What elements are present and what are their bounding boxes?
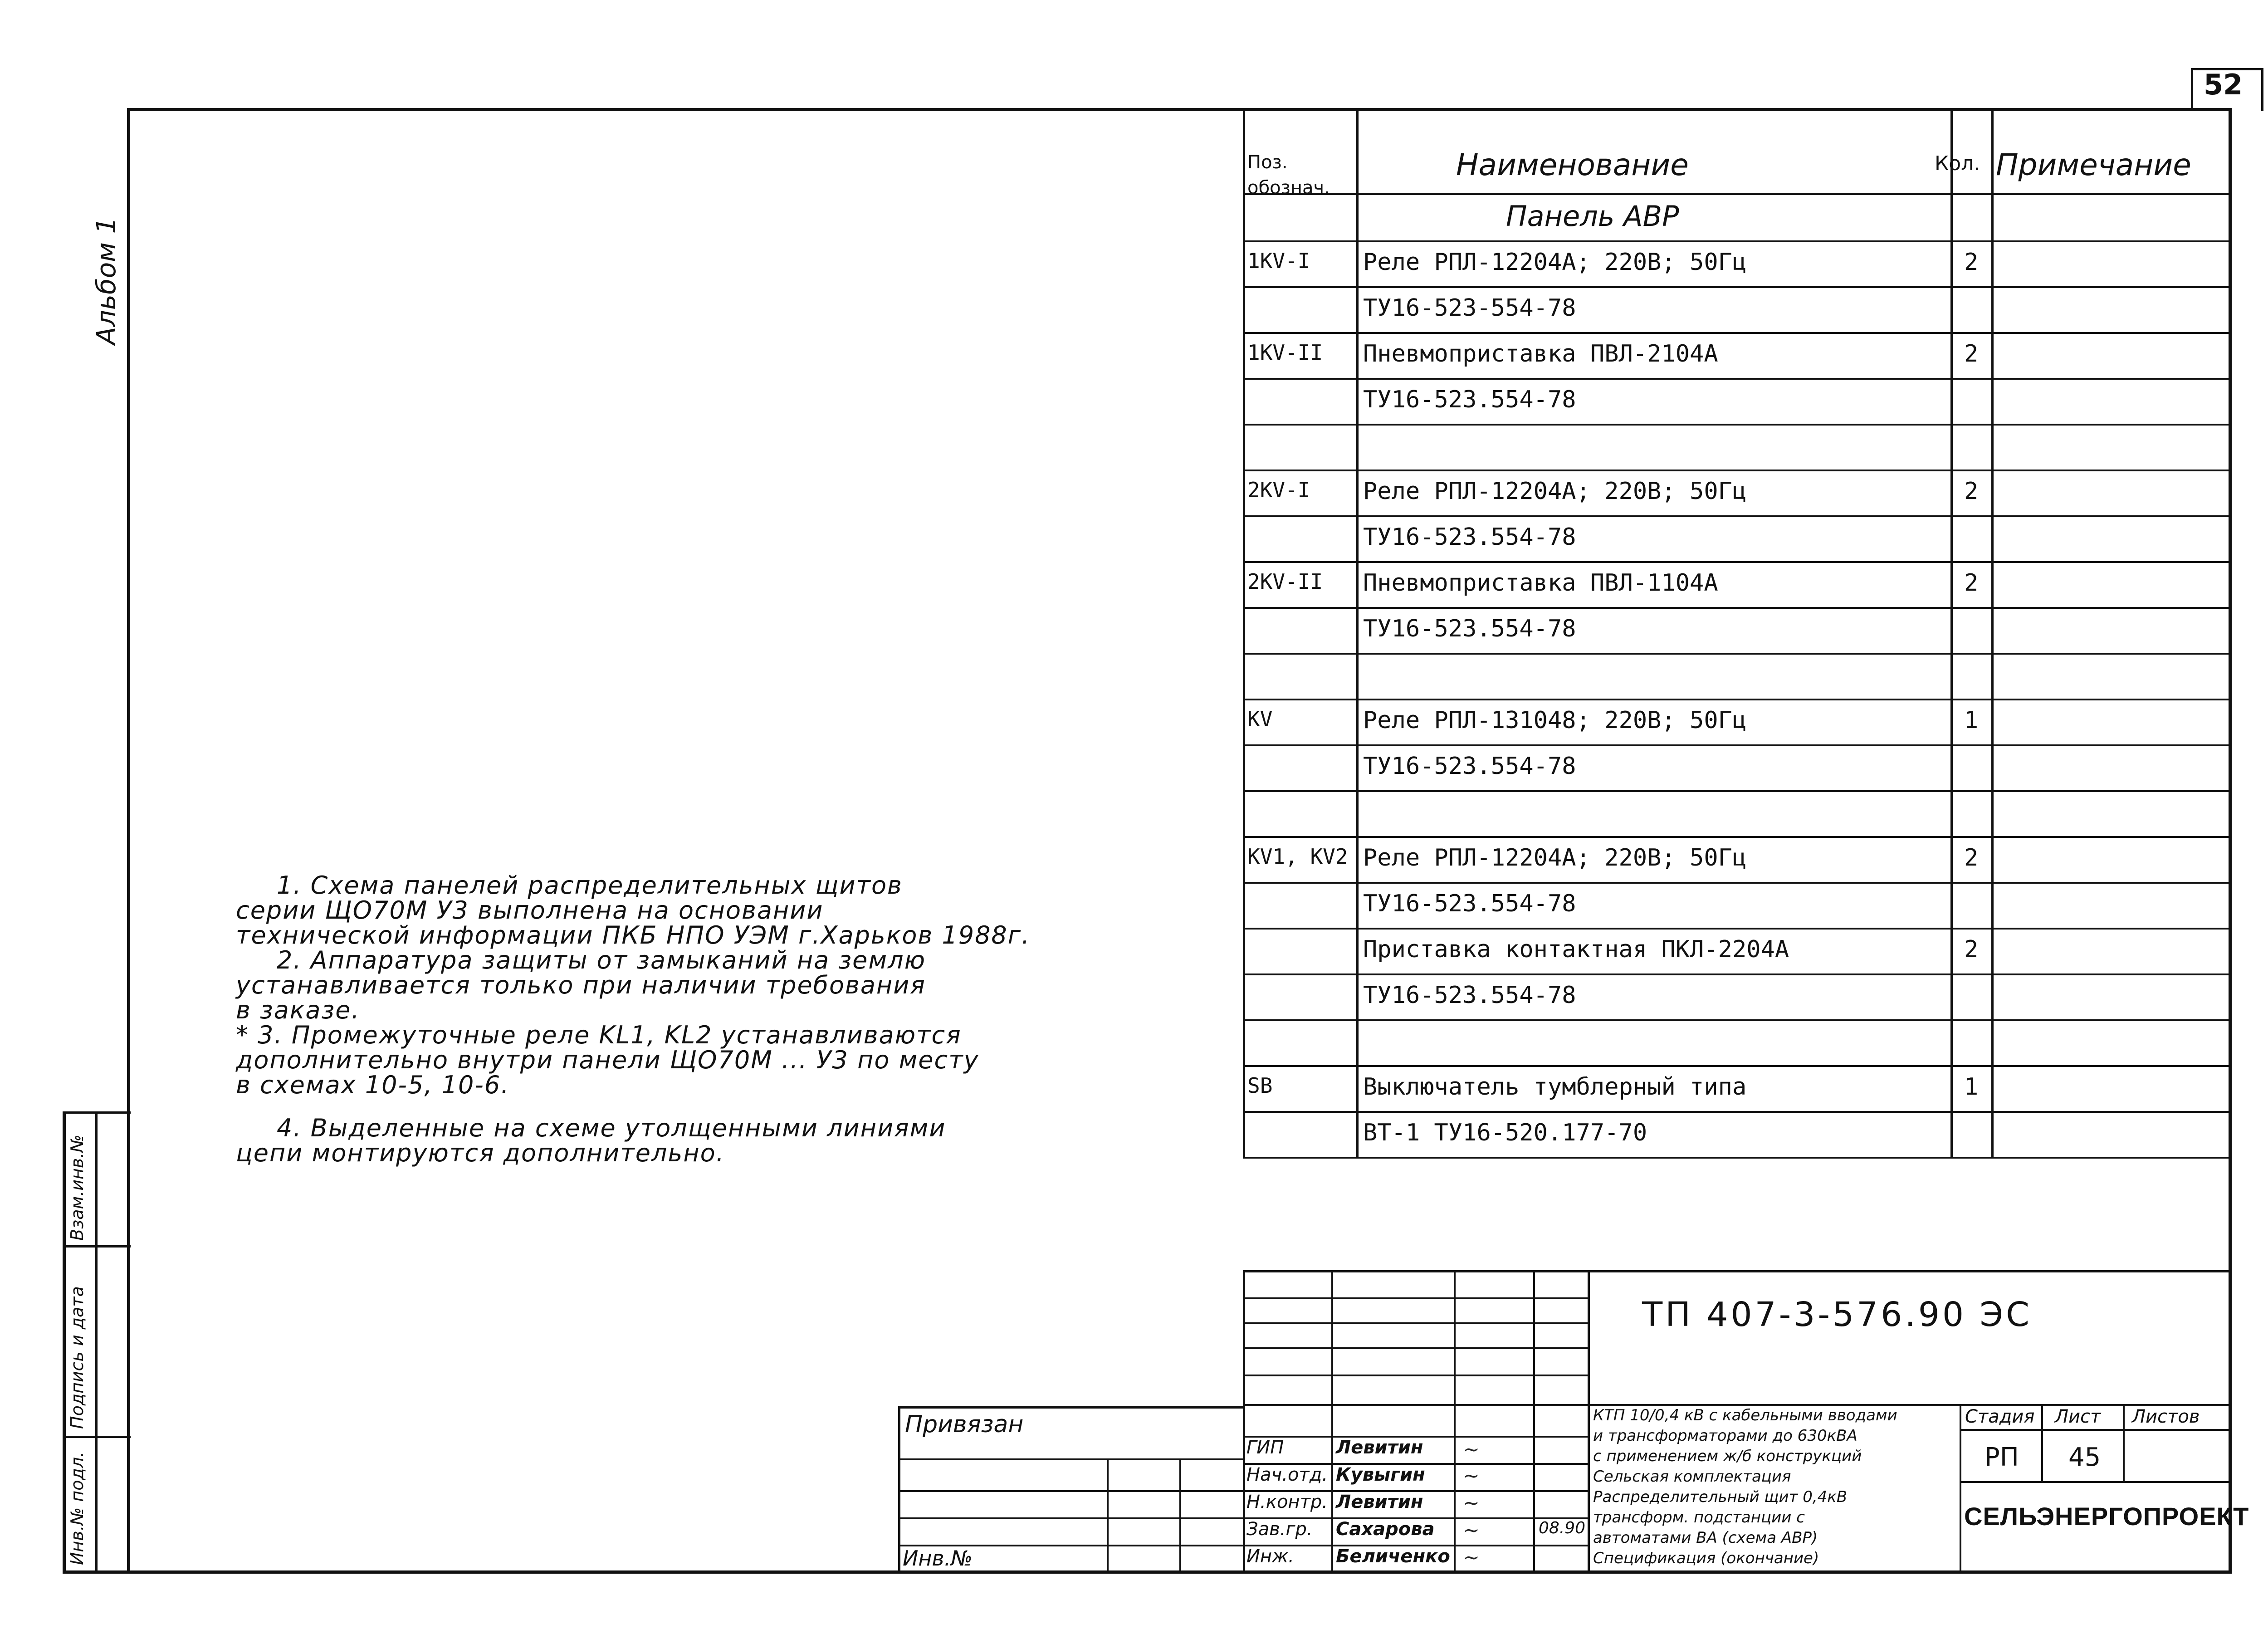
stage-label: Стадия	[1965, 1406, 2035, 1427]
table-vline	[1356, 108, 1359, 1157]
table-hline	[1243, 286, 2229, 288]
role-name: Беличенко	[1336, 1546, 1450, 1567]
table-hline	[1243, 974, 2229, 975]
table-hline	[1243, 607, 2229, 609]
description-line: и трансформаторами до 630кВА	[1593, 1427, 1857, 1445]
note-line: технической информации ПКБ НПО УЭМ г.Харьков 1988г.	[236, 921, 1031, 949]
note-line: цепи монтируются дополнительно.	[236, 1139, 725, 1167]
sheet-label: Лист	[2055, 1406, 2101, 1427]
section-title: Панель АВР	[1506, 200, 1679, 233]
doc-code: ТП 407-3-576.90 ЭС	[1642, 1295, 2032, 1334]
table-cell-name: Выключатель тумблерный типа	[1363, 1073, 1747, 1101]
note-line: 4. Выделенные на схеме утолщенными линиями	[277, 1114, 946, 1142]
table-hline	[1243, 470, 2229, 471]
note-line: серии ЩО70М У3 выполнена на основании	[236, 896, 824, 925]
header-position: Поз. обознач.	[1247, 152, 1330, 198]
description-line: Распределительный щит 0,4кВ	[1593, 1488, 1848, 1506]
table-hline	[1243, 836, 2229, 838]
note-line: 1. Схема панелей распределительных щитов	[277, 871, 903, 900]
frame-top	[127, 108, 2232, 111]
table-hline	[1243, 424, 2229, 426]
table-hline	[1243, 561, 2229, 563]
table-cell-position: 2KV-II	[1247, 569, 1323, 594]
table-hline	[1243, 1111, 2229, 1113]
note-line: * 3. Промежуточные реле KL1, KL2 устанавливаются	[236, 1021, 962, 1049]
table-cell-name: Пневмоприставка ПВЛ-1104А	[1363, 569, 1718, 597]
table-cell-name: Приставка контактная ПКЛ-2204А	[1363, 936, 1789, 963]
table-cell-name: ТУ16-523.554-78	[1363, 982, 1576, 1009]
table-hline	[1243, 1157, 2229, 1159]
role-name: Сахарова	[1336, 1519, 1435, 1540]
privyazan-inv-label: Инв.№	[903, 1546, 973, 1570]
table-hline	[1243, 515, 2229, 517]
role-label: ГИП	[1246, 1437, 1284, 1458]
note-line: 2. Аппаратура защиты от замыканий на землю	[277, 946, 926, 974]
table-cell-qty: 2	[1964, 478, 1979, 505]
table-vline	[1991, 108, 1994, 1157]
table-hline	[1243, 653, 2229, 655]
description-line: Сельская комплектация	[1593, 1468, 1791, 1486]
table-hline	[1243, 882, 2229, 884]
margin-inv-orig: Инв.№ подл.	[67, 1451, 87, 1565]
table-hline	[1243, 928, 2229, 930]
note-line: в схемах 10-5, 10-6.	[236, 1071, 510, 1099]
note-line: в заказе.	[236, 996, 360, 1024]
table-vline	[1950, 108, 1953, 1157]
table-cell-name: Реле РПЛ-12204А; 220В; 50Гц	[1363, 478, 1747, 505]
signature-2: ~	[1463, 1464, 1480, 1487]
table-cell-name: ВТ-1 ТУ16-520.177-70	[1363, 1119, 1647, 1146]
table-cell-name: ТУ16-523.554-78	[1363, 753, 1576, 780]
note-line: дополнительно внутри панели ЩО70М ... У3 по месту	[236, 1046, 979, 1074]
table-hline	[1243, 744, 2229, 746]
signature-1: ~	[1463, 1438, 1480, 1461]
table-cell-name: ТУ16-523.554-78	[1363, 523, 1576, 551]
role-label: Н.контр.	[1246, 1492, 1328, 1512]
table-cell-qty: 1	[1964, 1073, 1979, 1101]
table-cell-position: SB	[1247, 1073, 1273, 1098]
table-cell-position: 2KV-I	[1247, 478, 1310, 502]
role-name: Левитин	[1336, 1492, 1423, 1512]
margin-sign-date: Подпись и дата	[67, 1286, 87, 1429]
table-cell-name: Реле РПЛ-12204А; 220В; 50Гц	[1363, 844, 1747, 871]
sheets-label: Листов	[2132, 1406, 2200, 1427]
table-hline	[1243, 332, 2229, 334]
stage-value: РП	[1984, 1443, 2019, 1472]
table-cell-name: ТУ16-523.554-78	[1363, 615, 1576, 642]
table-cell-position: KV1, KV2	[1247, 844, 1348, 869]
table-cell-name: Пневмоприставка ПВЛ-2104А	[1363, 340, 1718, 367]
table-hline	[1243, 790, 2229, 792]
margin-vzam-inv: Взам.инв.№	[67, 1135, 87, 1241]
privyazan-label: Привязан	[905, 1411, 1024, 1438]
header-qty: Кол.	[1935, 152, 1980, 175]
table-hline	[1243, 378, 2229, 380]
role-label: Нач.отд.	[1246, 1464, 1328, 1485]
table-cell-qty: 2	[1964, 844, 1979, 871]
table-cell-qty: 2	[1964, 340, 1979, 367]
frame-right	[2229, 108, 2232, 1573]
table-hline	[1243, 1019, 2229, 1021]
sheet-number: 52	[2204, 68, 2243, 101]
signature-3: ~	[1463, 1492, 1480, 1515]
organization: СЕЛЬЭНЕРГОПРОЕКТ	[1964, 1502, 2249, 1531]
frame-left	[127, 108, 130, 1573]
table-hline	[1243, 193, 2229, 195]
note-line: устанавливается только при наличии требования	[236, 971, 926, 999]
table-hline	[1243, 240, 2229, 242]
table-cell-name: ТУ16-523.554-78	[1363, 386, 1576, 413]
role-date: 08.90	[1539, 1519, 1586, 1537]
sheet-value: 45	[2068, 1443, 2101, 1472]
table-hline	[1243, 699, 2229, 700]
role-name: Кувыгин	[1336, 1464, 1425, 1485]
description-line: Спецификация (окончание)	[1593, 1549, 1819, 1567]
description-line: с применением ж/б конструкций	[1593, 1447, 1862, 1465]
description-line: КТП 10/0,4 кВ с кабельными вводами	[1593, 1406, 1897, 1424]
table-cell-name: Реле РПЛ-131048; 220В; 50Гц	[1363, 707, 1747, 734]
table-vline	[1243, 108, 1245, 1157]
frame-bottom	[63, 1570, 2232, 1574]
description-line: трансформ. подстанции с	[1593, 1508, 1805, 1526]
table-cell-position: KV	[1247, 707, 1273, 731]
role-name: Левитин	[1336, 1437, 1423, 1458]
table-cell-position: 1KV-II	[1247, 340, 1323, 365]
table-cell-qty: 2	[1964, 249, 1979, 276]
table-cell-position: 1KV-I	[1247, 249, 1310, 273]
table-cell-name: ТУ16-523-554-78	[1363, 294, 1576, 322]
table-cell-name: ТУ16-523.554-78	[1363, 890, 1576, 917]
header-name: Наименование	[1456, 147, 1689, 182]
signature-4: ~	[1463, 1519, 1480, 1542]
header-note: Примечание	[1996, 147, 2191, 182]
table-cell-qty: 2	[1964, 936, 1979, 963]
signature-5: ~	[1463, 1546, 1480, 1569]
table-hline	[1243, 1065, 2229, 1067]
table-cell-qty: 2	[1964, 569, 1979, 597]
role-label: Инж.	[1246, 1546, 1294, 1567]
role-label: Зав.гр.	[1246, 1519, 1313, 1540]
description-line: автоматами ВА (схема АВР)	[1593, 1529, 1818, 1547]
table-cell-qty: 1	[1964, 707, 1979, 734]
table-cell-name: Реле РПЛ-12204А; 220В; 50Гц	[1363, 249, 1747, 276]
album-label: Альбом 1	[91, 217, 122, 345]
